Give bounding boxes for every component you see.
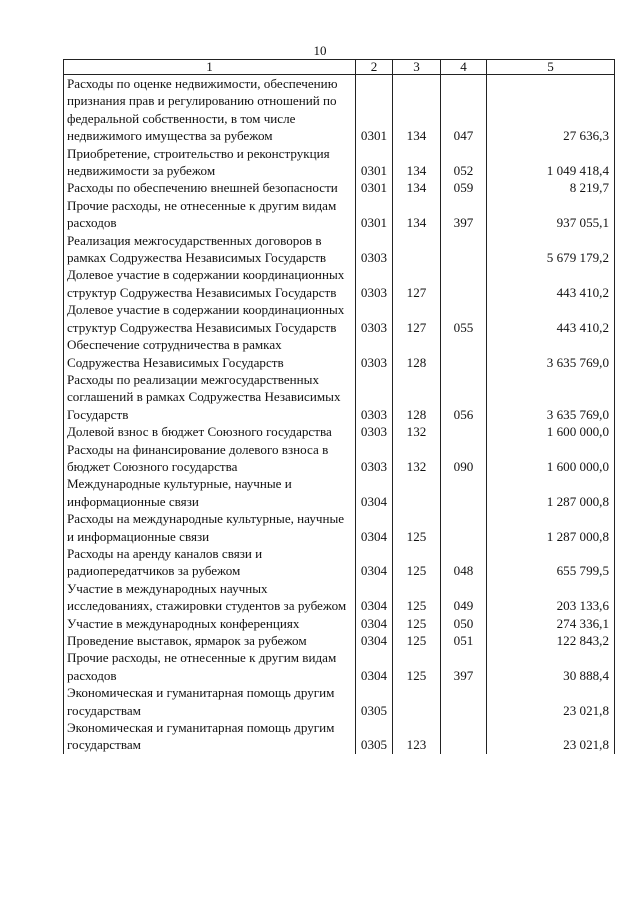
amount-cell: 655 799,5 [487, 545, 615, 580]
expense-name-cell: Обеспечение сотрудничества в рамках Содружества Независимых Государств [64, 336, 356, 371]
expense-name-cell: Реализация межгосударственных договоров в рамках Содружества Независимых Государств [64, 232, 356, 267]
amount-cell: 274 336,1 [487, 615, 615, 632]
expense-name-cell: Участие в международных конференциях [64, 615, 356, 632]
amount-cell: 27 636,3 [487, 75, 615, 145]
section-code-cell: 0303 [356, 266, 393, 301]
target-code-cell: 125 [393, 632, 441, 649]
expense-type-cell [441, 266, 487, 301]
expense-name-cell: Долевое участие в содержании координационных структур Содружества Независимых Государств [64, 266, 356, 301]
table-row [64, 145, 615, 180]
target-code-cell: 127 [393, 301, 441, 336]
header-row [64, 60, 615, 75]
expense-type-cell [441, 423, 487, 440]
section-code-cell: 0304 [356, 510, 393, 545]
expense-name-cell: Международные культурные, научные и информационные связи [64, 475, 356, 510]
table-row [64, 719, 615, 754]
target-code-cell: 123 [393, 719, 441, 754]
expense-name-cell: Проведение выставок, ярмарок за рубежом [64, 632, 356, 649]
amount-cell: 23 021,8 [487, 684, 615, 719]
target-code-cell [393, 475, 441, 510]
expense-name-cell: Расходы на международные культурные, научные и информационные связи [64, 510, 356, 545]
amount-cell: 30 888,4 [487, 649, 615, 684]
target-code-cell: 125 [393, 649, 441, 684]
target-code-cell: 125 [393, 510, 441, 545]
section-code-cell: 0304 [356, 545, 393, 580]
expense-type-cell [441, 475, 487, 510]
expense-type-cell: 055 [441, 301, 487, 336]
header-col-4: 4 [441, 60, 487, 75]
expense-type-cell: 049 [441, 580, 487, 615]
expense-name-cell: Расходы на аренду каналов связи и радиопередатчиков за рубежом [64, 545, 356, 580]
expense-type-cell: 051 [441, 632, 487, 649]
expense-name-cell: Экономическая и гуманитарная помощь другим государствам [64, 684, 356, 719]
expense-name-cell: Расходы по реализации межгосударственных соглашений в рамках Содружества Независимых Государств [64, 371, 356, 423]
table-row [64, 615, 615, 632]
section-code-cell: 0305 [356, 719, 393, 754]
table-row [64, 301, 615, 336]
amount-cell: 203 133,6 [487, 580, 615, 615]
target-code-cell: 125 [393, 545, 441, 580]
expense-name-cell: Участие в международных научных исследованиях, стажировки студентов за рубежом [64, 580, 356, 615]
table-row [64, 75, 615, 145]
header-col-1: 1 [64, 60, 356, 75]
expense-type-cell: 050 [441, 615, 487, 632]
amount-cell: 1 600 000,0 [487, 423, 615, 440]
budget-table-body [64, 75, 615, 754]
target-code-cell: 128 [393, 371, 441, 423]
expense-name-cell: Долевое участие в содержании координационных структур Содружества Независимых Государств [64, 301, 356, 336]
section-code-cell: 0305 [356, 684, 393, 719]
target-code-cell: 134 [393, 197, 441, 232]
amount-cell: 23 021,8 [487, 719, 615, 754]
section-code-cell: 0301 [356, 75, 393, 145]
section-code-cell: 0304 [356, 615, 393, 632]
table-row [64, 545, 615, 580]
table-row [64, 179, 615, 196]
amount-cell: 3 635 769,0 [487, 336, 615, 371]
section-code-cell: 0303 [356, 336, 393, 371]
expense-type-cell: 397 [441, 197, 487, 232]
expense-type-cell: 048 [441, 545, 487, 580]
section-code-cell: 0301 [356, 179, 393, 196]
header-col-5: 5 [487, 60, 615, 75]
target-code-cell: 127 [393, 266, 441, 301]
table-row [64, 441, 615, 476]
table-row [64, 632, 615, 649]
table-row [64, 197, 615, 232]
amount-cell: 1 049 418,4 [487, 145, 615, 180]
table-row [64, 266, 615, 301]
amount-cell: 1 287 000,8 [487, 510, 615, 545]
expense-name-cell: Экономическая и гуманитарная помощь другим государствам [64, 719, 356, 754]
table-row [64, 649, 615, 684]
section-code-cell: 0304 [356, 632, 393, 649]
table-row [64, 232, 615, 267]
table-row [64, 510, 615, 545]
target-code-cell: 134 [393, 179, 441, 196]
section-code-cell: 0304 [356, 580, 393, 615]
header-col-2: 2 [356, 60, 393, 75]
section-code-cell: 0303 [356, 371, 393, 423]
target-code-cell: 125 [393, 615, 441, 632]
expense-type-cell: 047 [441, 75, 487, 145]
section-code-cell: 0301 [356, 145, 393, 180]
expense-name-cell: Долевой взнос в бюджет Союзного государства [64, 423, 356, 440]
expense-type-cell: 397 [441, 649, 487, 684]
amount-cell: 3 635 769,0 [487, 371, 615, 423]
target-code-cell [393, 684, 441, 719]
expense-name-cell: Расходы на финансирование долевого взноса в бюджет Союзного государства [64, 441, 356, 476]
section-code-cell: 0303 [356, 441, 393, 476]
expense-type-cell [441, 684, 487, 719]
header-col-3: 3 [393, 60, 441, 75]
section-code-cell: 0303 [356, 301, 393, 336]
section-code-cell: 0304 [356, 475, 393, 510]
amount-cell: 937 055,1 [487, 197, 615, 232]
target-code-cell [393, 232, 441, 267]
expense-type-cell: 059 [441, 179, 487, 196]
target-code-cell: 132 [393, 441, 441, 476]
expense-type-cell [441, 336, 487, 371]
target-code-cell: 132 [393, 423, 441, 440]
table-row [64, 336, 615, 371]
section-code-cell: 0304 [356, 649, 393, 684]
target-code-cell: 134 [393, 75, 441, 145]
target-code-cell: 134 [393, 145, 441, 180]
amount-cell: 443 410,2 [487, 301, 615, 336]
amount-cell: 8 219,7 [487, 179, 615, 196]
section-code-cell: 0301 [356, 197, 393, 232]
table-row [64, 371, 615, 423]
table-row [64, 475, 615, 510]
amount-cell: 443 410,2 [487, 266, 615, 301]
table-row [64, 580, 615, 615]
target-code-cell: 125 [393, 580, 441, 615]
expense-type-cell: 090 [441, 441, 487, 476]
amount-cell: 1 600 000,0 [487, 441, 615, 476]
expense-name-cell: Прочие расходы, не отнесенные к другим видам расходов [64, 197, 356, 232]
table-row [64, 423, 615, 440]
amount-cell: 5 679 179,2 [487, 232, 615, 267]
expense-name-cell: Расходы по обеспечению внешней безопасности [64, 179, 356, 196]
expense-type-cell [441, 719, 487, 754]
section-code-cell: 0303 [356, 423, 393, 440]
expense-type-cell [441, 232, 487, 267]
target-code-cell: 128 [393, 336, 441, 371]
amount-cell: 1 287 000,8 [487, 475, 615, 510]
budget-table [63, 59, 615, 754]
expense-name-cell: Расходы по оценке недвижимости, обеспечению признания прав и регулированию отношений по федеральной собственности, в том числе недвижимого имущества за рубежом [64, 75, 356, 145]
expense-type-cell: 056 [441, 371, 487, 423]
expense-type-cell [441, 510, 487, 545]
expense-name-cell: Прочие расходы, не отнесенные к другим видам расходов [64, 649, 356, 684]
amount-cell: 122 843,2 [487, 632, 615, 649]
expense-name-cell: Приобретение, строительство и реконструкция недвижимости за рубежом [64, 145, 356, 180]
expense-type-cell: 052 [441, 145, 487, 180]
page-number: 10 [313, 43, 327, 58]
section-code-cell: 0303 [356, 232, 393, 267]
table-row [64, 684, 615, 719]
